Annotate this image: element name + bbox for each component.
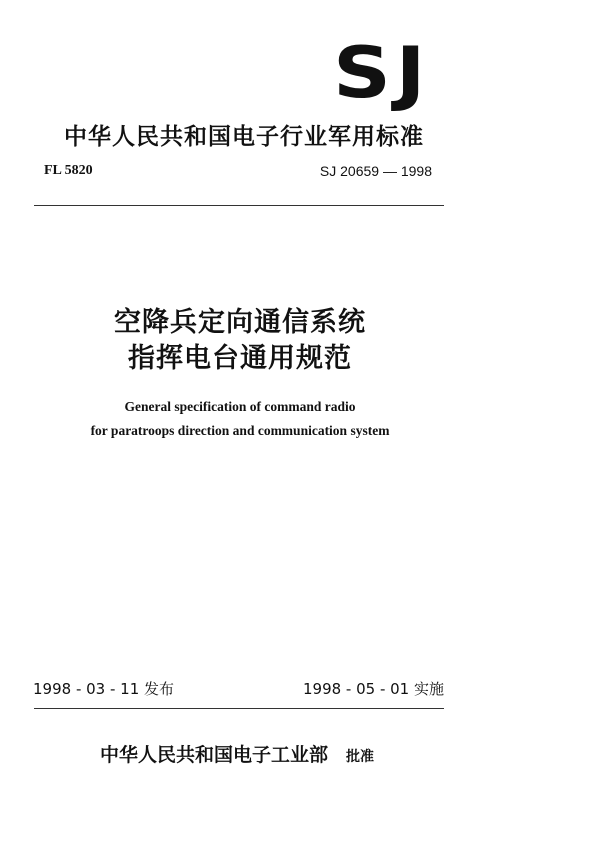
standard-category-name: 中华人民共和国电子行业军用标准	[64, 124, 424, 150]
approval-line	[100, 740, 374, 767]
standard-code: SJ 20659 — 1998	[319, 163, 432, 179]
implement-date: 1998 - 05 - 01 实施	[302, 680, 444, 698]
approving-authority: 中华人民共和国电子工业部	[100, 744, 329, 766]
classification-code: FL 5820	[44, 163, 93, 178]
title-en-line-1: General specification of command radio	[124, 399, 356, 414]
title-cn-line-2: 指挥电台通用规范	[128, 343, 352, 374]
approved-label: 批准	[346, 749, 375, 765]
bottom-divider	[34, 708, 444, 709]
top-divider	[34, 205, 444, 206]
title-en-line-2: for paratroops direction and communication system	[90, 423, 390, 438]
sj-logo: SJ	[333, 32, 431, 114]
title-cn-line-1: 空降兵定向通信系统	[114, 307, 366, 338]
publish-date: 1998 - 03 - 11 发布	[33, 680, 175, 698]
